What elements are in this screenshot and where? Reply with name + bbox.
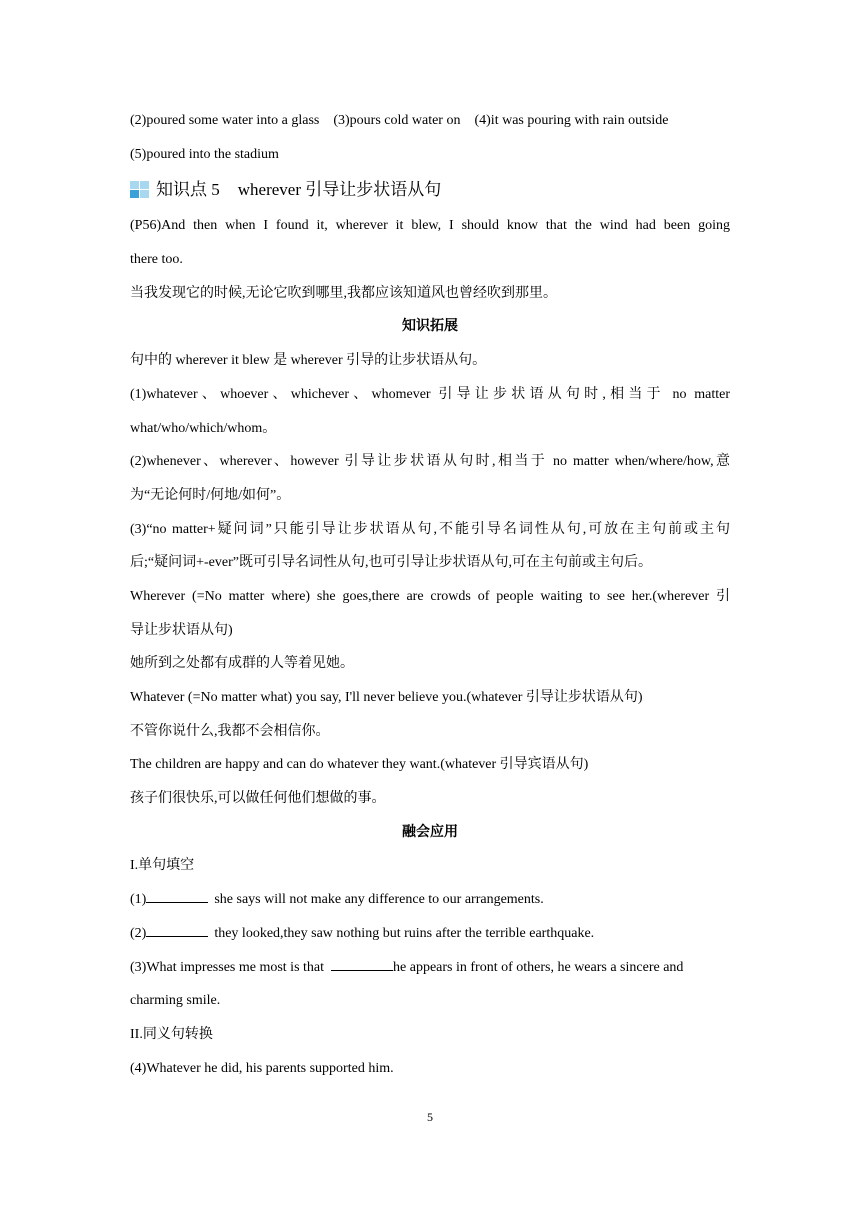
answer-line-1: [130, 104, 730, 138]
example-1-line-2: 导让步状语从句): [130, 622, 233, 638]
question-2-number: (2): [130, 925, 147, 941]
knowledge-title: 知识拓展: [402, 319, 458, 335]
point-1-line-2: what/who/which/whom。: [130, 420, 277, 436]
example-en-line-2: there too.: [130, 252, 183, 268]
point-2-line-1: (2)whenever、wherever、however 引导让步状语从句时,相当于 no matter when/where/how,意: [130, 454, 730, 470]
point-1-line-1: (1)whatever、whoever、whichever、whomever 引导让步状语从句时,相当于 no matter: [130, 386, 730, 402]
answer-blank[interactable]: [146, 890, 208, 903]
example-3-zh: 孩子们很快乐,可以做任何他们想做的事。: [130, 791, 386, 807]
point-3-line-2: 后;“疑问词+-ever”既可引导名词性从句,也可引导让步状语从句,可在主句前或主句后。: [130, 555, 652, 571]
answer-blank[interactable]: [331, 958, 393, 971]
answer-3: (3)pours cold water on: [333, 113, 461, 128]
question-1: [130, 883, 730, 917]
heading-number: 知识点 5: [156, 180, 220, 200]
example-2-zh: 不管你说什么,我都不会相信你。: [130, 723, 330, 739]
answer-4: (4)it was pouring with rain outside: [474, 113, 669, 128]
point-3-line-1: (3)“no matter+疑问词”只能引导让步状语从句,不能引导名词性从句,可放在主句前或主句: [130, 521, 730, 537]
question-2-text: they looked,they saw nothing but ruins after the terrible earthquake.: [214, 925, 595, 941]
section-1-title: I.单句填空: [130, 858, 195, 874]
example-1-zh: 她所到之处都有成群的人等着见她。: [130, 656, 354, 672]
blue-squares-icon: [130, 181, 150, 199]
answer-blank[interactable]: [146, 924, 208, 937]
question-2: [130, 917, 730, 951]
question-4: (4)Whatever he did, his parents supported him.: [130, 1060, 394, 1076]
question-3-line-1: [130, 951, 730, 985]
section-heading: [130, 171, 730, 209]
question-3-line-2: charming smile.: [130, 993, 221, 1009]
page-number: 5: [427, 1110, 433, 1124]
example-1-line-1: Wherever (=No matter where) she goes,there are crowds of people waiting to see her.(wherever 引: [130, 588, 730, 604]
heading-title: wherever 引导让步状语从句: [237, 180, 442, 200]
application-title: 融会应用: [402, 824, 458, 840]
example-2: Whatever (=No matter what) you say, I'll never believe you.(whatever 引导让步状语从句): [130, 690, 643, 705]
question-1-number: (1): [130, 892, 147, 908]
answer-2: (2)poured some water into a glass: [130, 113, 320, 128]
document-page: [130, 104, 730, 1085]
example-3: The children are happy and can do whatever they want.(whatever 引导宾语从句): [130, 757, 589, 773]
question-3-pre: (3)What impresses me most is that: [130, 959, 325, 975]
answer-5: (5)poured into the stadium: [130, 146, 279, 162]
question-1-text: she says will not make any difference to our arrangements.: [214, 892, 544, 908]
section-2-title: II.同义句转换: [130, 1026, 213, 1042]
knowledge-intro: 句中的 wherever it blew 是 wherever 引导的让步状语从句。: [130, 353, 487, 369]
question-3-post: he appears in front of others, he wears a sincere and: [393, 959, 684, 975]
example-zh: 当我发现它的时候,无论它吹到哪里,我都应该知道风也曾经吹到那里。: [130, 285, 557, 301]
example-en-line-1: (P56)And then when I found it, wherever it blew, I should know that the wind had been going: [130, 218, 730, 234]
point-2-line-2: 为“无论何时/何地/如何”。: [130, 487, 291, 503]
